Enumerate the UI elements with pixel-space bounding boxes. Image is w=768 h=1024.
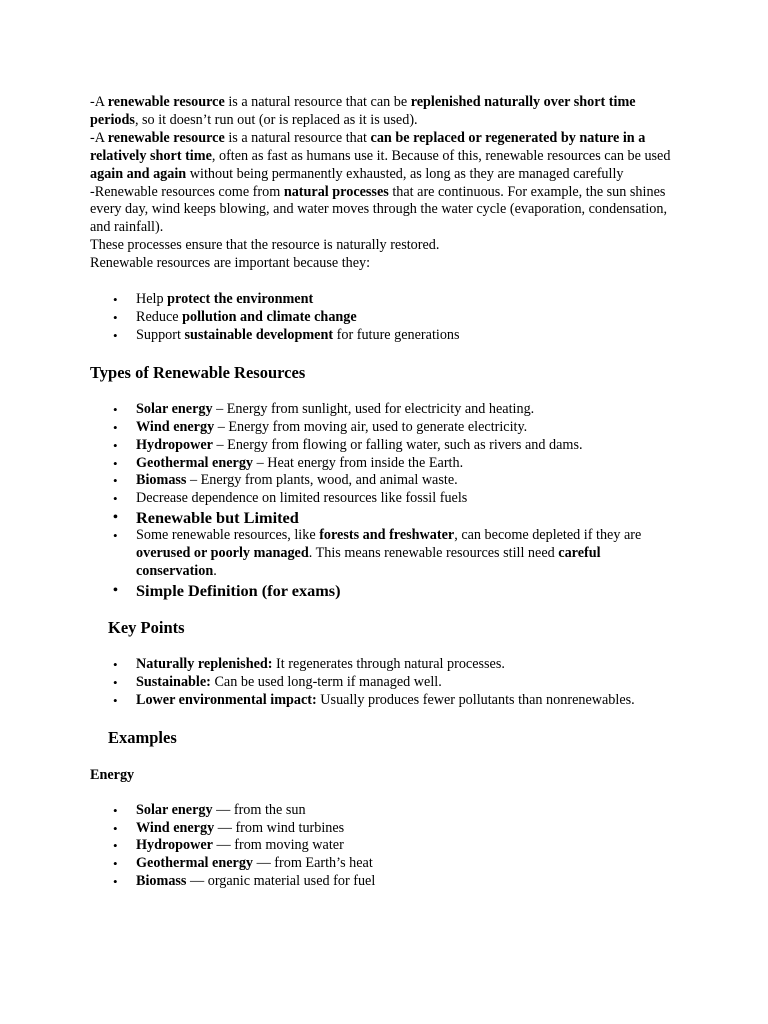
intro-paragraph-5: Renewable resources are important because they: <box>90 255 371 272</box>
list-item <box>90 692 680 710</box>
bold-term: forests and freshwater <box>319 527 455 544</box>
text-run: – Energy from sunlight, used for electricity and heating. <box>212 400 535 417</box>
bold-term: sustainable development <box>184 326 334 343</box>
text-run: . This means renewable resources still need <box>308 545 559 562</box>
list-item <box>90 656 680 674</box>
list-item <box>90 291 680 309</box>
text-run: Decrease dependence on limited resources like fossil fuels <box>136 490 468 507</box>
simple-definition-heading: • Simple Definition (for exams) <box>90 581 680 600</box>
bold-term: can be replaced or regenerated by nature in a relatively short time <box>90 129 646 164</box>
spacer <box>90 600 680 618</box>
types-heading: Types of Renewable Resources <box>90 362 306 382</box>
spacer <box>90 710 680 728</box>
text-run: is a natural resource that <box>224 129 371 146</box>
intro-paragraph-4: These processes ensure that the resource is naturally restored. <box>90 237 440 254</box>
bold-term: Solar energy <box>136 801 213 818</box>
list-item <box>90 674 680 692</box>
text-run: -Renewable resources come from <box>90 183 284 200</box>
list-item <box>90 873 680 891</box>
list-item <box>90 820 680 838</box>
list-item <box>90 490 680 508</box>
text-run: , so it doesn’t run out (or is replaced as it is used). <box>134 111 418 128</box>
bold-term: Solar energy <box>136 400 213 417</box>
text-run: — from moving water <box>212 837 344 854</box>
bold-term: Naturally replenished: <box>136 655 273 672</box>
text-run: . <box>213 563 217 580</box>
bold-term: renewable resource <box>107 94 225 110</box>
bold-term: replenished naturally over short time periods <box>90 94 636 128</box>
text-run: -A <box>90 129 108 146</box>
examples-heading: Examples <box>108 727 177 747</box>
text-run: Help <box>136 291 168 308</box>
text-run: is a natural resource that can be <box>224 94 411 110</box>
text-run: -A <box>90 94 108 110</box>
bold-term: Biomass <box>136 472 187 489</box>
text-run: without being permanently exhausted, as long as they are managed carefully <box>186 165 624 182</box>
list-item <box>90 527 680 581</box>
text-run: — organic material used for fuel <box>186 873 376 890</box>
text-run: — from wind turbines <box>214 819 345 836</box>
text-run: – Energy from plants, wood, and animal waste. <box>186 472 458 489</box>
bold-term: Hydropower <box>136 837 213 854</box>
text-run: , often as fast as humans use it. Because of this, renewable resources can be used <box>211 147 671 164</box>
list-item <box>90 401 680 419</box>
list-item <box>90 309 680 327</box>
text-run: – Heat energy from inside the Earth. <box>253 454 464 471</box>
text-run: Reduce <box>136 308 183 325</box>
types-list <box>90 401 680 600</box>
text-run: – Energy from flowing or falling water, such as rivers and dams. <box>212 436 583 453</box>
text-run: Usually produces fewer pollutants than nonrenewables. <box>316 691 635 708</box>
bold-term: again and again <box>90 165 187 182</box>
spacer <box>90 273 680 291</box>
document-body <box>90 94 680 891</box>
bold-term: Biomass <box>136 873 187 890</box>
intro-paragraph-1 <box>90 94 680 130</box>
bold-term: Geothermal energy <box>136 454 254 471</box>
text-run: It regenerates through natural processes. <box>272 655 505 672</box>
text-run: for future generations <box>333 326 460 343</box>
text-run: that are continuous. For example, the sun shines every day, wind keeps blowing, and water moves through the water cycle (evaporation, condensation, and rainfall). <box>90 183 668 236</box>
importance-list <box>90 291 680 345</box>
spacer <box>90 383 680 401</box>
bold-term: overused or poorly managed <box>136 545 309 562</box>
bold-term: Wind energy <box>136 819 215 836</box>
text-run: , can become depleted if they are <box>454 527 642 544</box>
limited-heading: • Renewable but Limited <box>90 508 680 527</box>
bold-term: natural processes <box>283 183 389 200</box>
list-item <box>90 472 680 490</box>
text-run: — from Earth’s heat <box>253 855 373 872</box>
spacer <box>90 345 680 363</box>
list-item <box>90 437 680 455</box>
list-item <box>90 419 680 437</box>
bold-term: Sustainable: <box>136 673 211 690</box>
intro-paragraph-2 <box>90 130 680 184</box>
list-item <box>90 327 680 345</box>
list-item <box>90 855 680 873</box>
text-run: Support <box>136 326 185 343</box>
key-points-list <box>90 656 680 710</box>
energy-list <box>90 802 680 892</box>
bold-term: renewable resource <box>107 129 225 146</box>
list-item <box>90 455 680 473</box>
bold-term: careful conservation <box>136 545 601 580</box>
bold-term: Wind energy <box>136 418 215 435</box>
bold-term: protect the environment <box>167 291 314 308</box>
intro-paragraph-3 <box>90 184 680 238</box>
spacer <box>90 784 680 802</box>
text-run: Some renewable resources, like <box>136 527 320 544</box>
bold-term: Hydropower <box>136 436 213 453</box>
spacer <box>90 638 680 656</box>
text-run: — from the sun <box>212 801 306 818</box>
bold-term: Geothermal energy <box>136 855 254 872</box>
bold-term: pollution and climate change <box>182 308 357 325</box>
bold-term: Lower environmental impact: <box>136 691 317 708</box>
text-run: – Energy from moving air, used to generate electricity. <box>214 418 528 435</box>
energy-heading: Energy <box>90 766 135 783</box>
key-points-heading: Key Points <box>108 617 185 637</box>
list-item <box>90 802 680 820</box>
list-item <box>90 837 680 855</box>
text-run: Can be used long-term if managed well. <box>210 673 442 690</box>
spacer <box>90 748 680 766</box>
